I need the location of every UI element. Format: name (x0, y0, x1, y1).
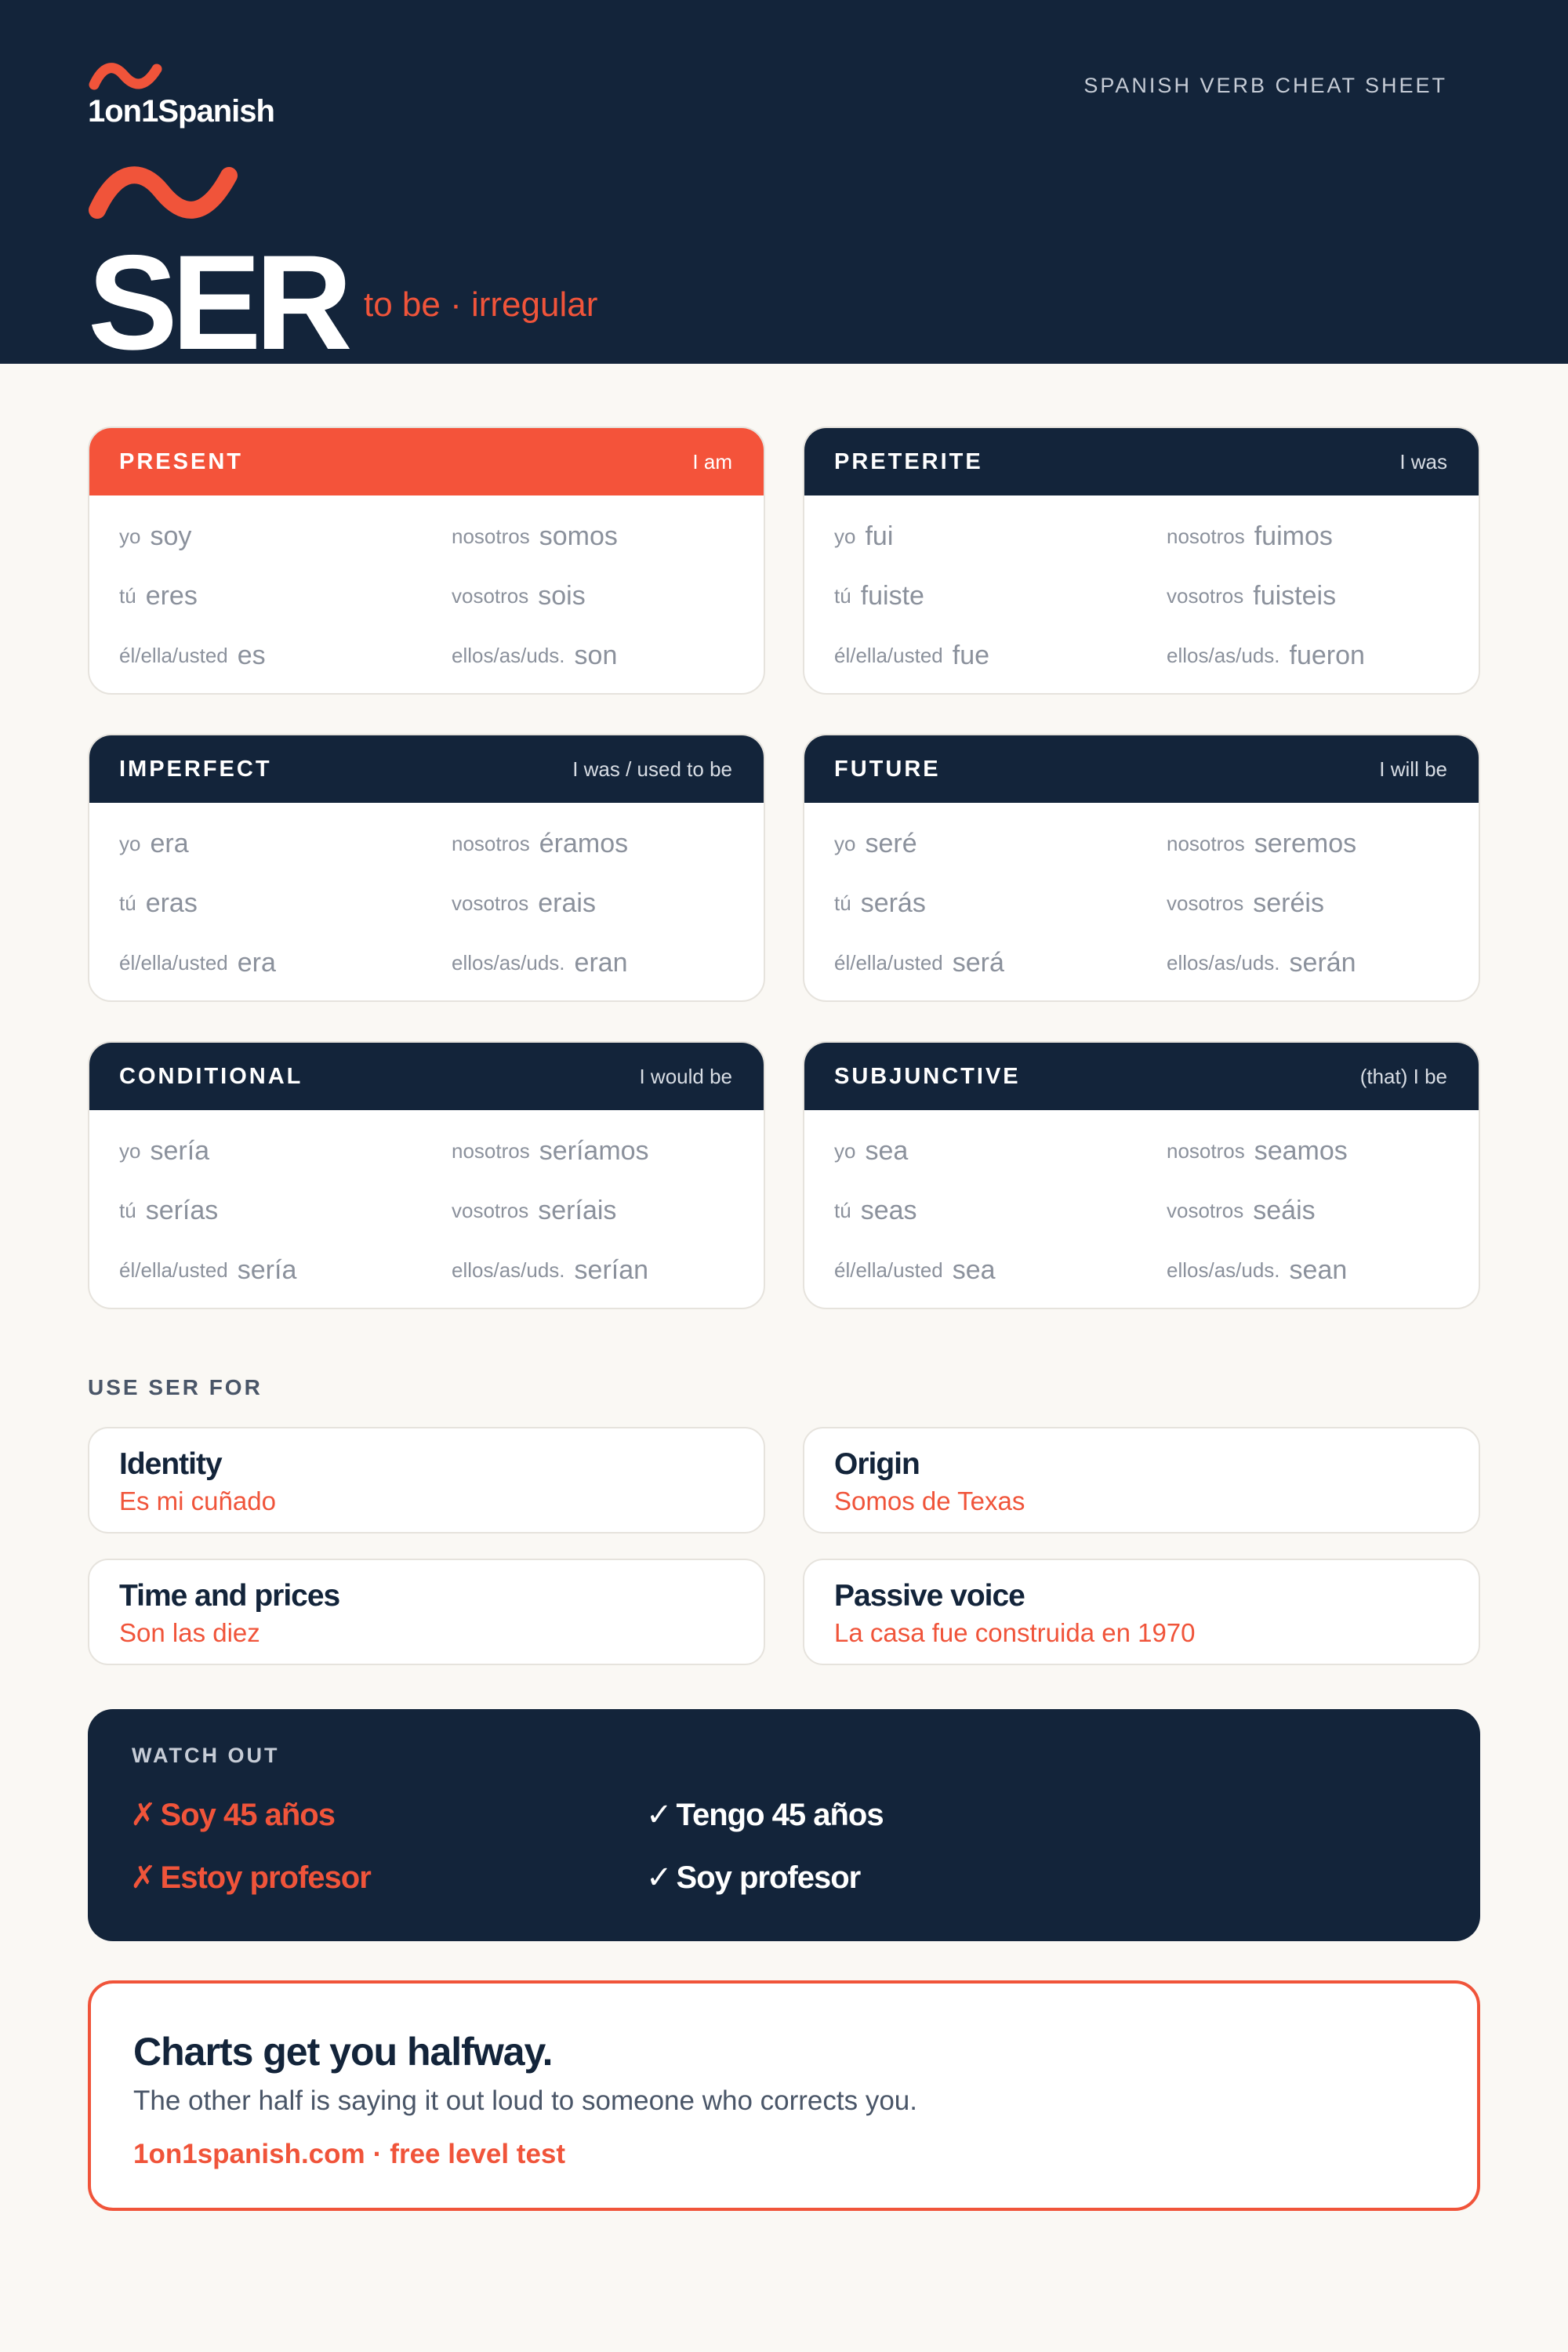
verb-form: seáis (1253, 1195, 1316, 1225)
level-test-link[interactable]: free level test (390, 2139, 566, 2169)
tense-name: IMPERFECT (119, 756, 272, 782)
watch-out-panel (88, 1709, 1480, 1941)
conjugation-cell (834, 566, 1167, 626)
verb-form: seas (860, 1195, 917, 1225)
tense-card-conditional (88, 1041, 765, 1309)
verb-form: fueron (1289, 640, 1365, 670)
conjugation-cell (119, 1240, 452, 1300)
pronoun: ellos/as/uds. (452, 643, 565, 667)
link-separator: · (372, 2139, 383, 2169)
pronoun: tú (834, 891, 851, 915)
wrong-example (130, 1797, 335, 1833)
tense-name: PRETERITE (834, 448, 983, 474)
pronoun: vosotros (452, 891, 529, 915)
conjugation-cell (1167, 1240, 1480, 1300)
right-example-text: Tengo 45 años (676, 1798, 884, 1832)
pronoun: él/ella/usted (834, 1258, 943, 1282)
conjugation-grid (804, 1110, 1479, 1300)
verb-form: son (574, 640, 618, 670)
verb-form: será (952, 947, 1004, 978)
conjugation-cell (452, 1240, 765, 1300)
conjugation-cell (119, 814, 452, 873)
tense-gloss: I was (1399, 449, 1447, 474)
brand-name: 1on1Spanish (88, 94, 274, 129)
cross-icon: ✗ (130, 1798, 156, 1832)
pronoun: yo (119, 1138, 141, 1163)
tense-header (804, 428, 1479, 495)
tense-card-present (88, 426, 765, 695)
verb-form: seremos (1254, 828, 1357, 858)
verb-form: somos (539, 521, 618, 551)
verb-form: seríamos (539, 1135, 649, 1166)
use-title: Identity (119, 1447, 222, 1481)
verb-form: seríais (538, 1195, 617, 1225)
conjugation-cell (452, 506, 765, 566)
pronoun: tú (834, 1198, 851, 1222)
use-title: Passive voice (834, 1579, 1025, 1613)
cta-title: Charts get you halfway. (133, 2030, 553, 2074)
tense-card-imperfect (88, 734, 765, 1002)
conjugation-cell (1167, 933, 1480, 993)
verb-form: seréis (1253, 887, 1324, 918)
wrong-example-text: Soy 45 años (160, 1798, 335, 1832)
verb-form: serán (1289, 947, 1356, 978)
tense-name: SUBJUNCTIVE (834, 1063, 1021, 1089)
conjugation-cell (1167, 1181, 1480, 1240)
verb-form: sería (150, 1135, 210, 1166)
conjugation-cell (452, 626, 765, 685)
verb-form: era (150, 828, 189, 858)
tense-gloss: (that) I be (1359, 1064, 1447, 1088)
conjugation-grid (89, 495, 764, 685)
tense-header (89, 735, 764, 803)
pronoun: ellos/as/uds. (452, 1258, 565, 1282)
conjugation-cell (119, 933, 452, 993)
uses-section-label: USE SER FOR (88, 1375, 263, 1399)
conjugation-cell (1167, 1121, 1480, 1181)
verb-form: sea (865, 1135, 909, 1166)
pronoun: él/ella/usted (119, 950, 228, 975)
verb-form: erais (538, 887, 596, 918)
use-card (88, 1559, 765, 1665)
cta-box (88, 1980, 1480, 2211)
pronoun: él/ella/usted (119, 1258, 228, 1282)
tense-gloss: I was / used to be (572, 757, 732, 781)
conjugation-cell (1167, 506, 1480, 566)
conjugation-cell (119, 626, 452, 685)
tense-gloss: I am (692, 449, 732, 474)
header (0, 0, 1568, 378)
conjugation-cell (119, 506, 452, 566)
tense-header (89, 428, 764, 495)
verb-form: serías (145, 1195, 219, 1225)
pronoun: ellos/as/uds. (1167, 643, 1280, 667)
conjugation-cell (119, 566, 452, 626)
conjugation-cell (452, 814, 765, 873)
conjugation-cell (452, 566, 765, 626)
pronoun: ellos/as/uds. (1167, 950, 1280, 975)
verb-form: sean (1289, 1254, 1348, 1285)
pronoun: él/ella/usted (834, 950, 943, 975)
verb-form: eran (574, 947, 628, 978)
pronoun: yo (834, 831, 856, 855)
verb-title: SER (88, 227, 347, 378)
pronoun: nosotros (452, 524, 530, 548)
conjugation-cell (119, 873, 452, 933)
conjugation-cell (452, 873, 765, 933)
pronoun: él/ella/usted (834, 643, 943, 667)
right-example (646, 1860, 860, 1896)
check-icon: ✓ (646, 1860, 672, 1895)
pronoun: nosotros (1167, 831, 1245, 855)
conjugation-cell (834, 1121, 1167, 1181)
use-title: Origin (834, 1447, 920, 1481)
pronoun: yo (119, 524, 141, 548)
tense-name: PRESENT (119, 448, 243, 474)
tense-name: CONDITIONAL (119, 1063, 303, 1089)
conjugation-cell (834, 873, 1167, 933)
verb-form: sois (538, 580, 586, 611)
tense-name: FUTURE (834, 756, 941, 782)
right-example-text: Soy profesor (676, 1860, 861, 1895)
conjugation-cell (834, 933, 1167, 993)
pronoun: ellos/as/uds. (452, 950, 565, 975)
tense-header (804, 1043, 1479, 1110)
pronoun: tú (119, 583, 136, 608)
pronoun: nosotros (452, 831, 530, 855)
conjugation-cell (1167, 626, 1480, 685)
wave-decoration-icon (86, 162, 240, 224)
conjugation-grid (804, 803, 1479, 993)
right-example (646, 1797, 884, 1833)
use-example: Es mi cuñado (119, 1486, 276, 1515)
cta-text: The other half is saying it out loud to someone who corrects you. (133, 2085, 917, 2116)
use-card (803, 1427, 1480, 1534)
verb-form: seré (865, 828, 917, 858)
conjugation-cell (834, 1240, 1167, 1300)
conjugation-cell (119, 1121, 452, 1181)
pronoun: tú (119, 891, 136, 915)
conjugation-cell (119, 1181, 452, 1240)
conjugation-grid (804, 495, 1479, 685)
conjugation-cell (452, 1121, 765, 1181)
conjugation-cell (834, 626, 1167, 685)
verb-form: era (237, 947, 276, 978)
tense-card-subjunctive (803, 1041, 1480, 1309)
pronoun: yo (119, 831, 141, 855)
use-card (803, 1559, 1480, 1665)
pronoun: nosotros (1167, 1138, 1245, 1163)
verb-form: éramos (539, 828, 629, 858)
pronoun: yo (834, 524, 856, 548)
verb-form: eres (145, 580, 198, 611)
watch-out-label: WATCH OUT (132, 1744, 280, 1767)
pronoun: vosotros (1167, 891, 1244, 915)
tense-card-future (803, 734, 1480, 1002)
conjugation-grid (89, 1110, 764, 1300)
pronoun: vosotros (1167, 583, 1244, 608)
use-example: Son las diez (119, 1618, 260, 1647)
conjugation-cell (452, 933, 765, 993)
pronoun: nosotros (1167, 524, 1245, 548)
verb-form: fuimos (1254, 521, 1333, 551)
cta-links (133, 2139, 565, 2170)
verb-form: seamos (1254, 1135, 1348, 1166)
cross-icon: ✗ (130, 1860, 156, 1895)
use-card (88, 1427, 765, 1534)
pronoun: vosotros (1167, 1198, 1244, 1222)
use-example: Somos de Texas (834, 1486, 1025, 1515)
pronoun: ellos/as/uds. (1167, 1258, 1280, 1282)
use-title: Time and prices (119, 1579, 340, 1613)
conjugation-cell (834, 814, 1167, 873)
verb-form: es (237, 640, 266, 670)
conjugation-cell (1167, 873, 1480, 933)
pronoun: yo (834, 1138, 856, 1163)
pronoun: vosotros (452, 583, 529, 608)
verb-form: fui (865, 521, 894, 551)
use-example: La casa fue construida en 1970 (834, 1618, 1196, 1647)
pronoun: tú (834, 583, 851, 608)
wave-logo-icon (88, 60, 163, 94)
pronoun: nosotros (452, 1138, 530, 1163)
conjugation-cell (834, 506, 1167, 566)
verb-form: serás (860, 887, 926, 918)
check-icon: ✓ (646, 1798, 672, 1832)
tense-card-preterite (803, 426, 1480, 695)
verb-subtitle: to be · irregular (364, 285, 598, 324)
pronoun: tú (119, 1198, 136, 1222)
wrong-example-text: Estoy profesor (160, 1860, 371, 1895)
verb-form: soy (150, 521, 192, 551)
conjugation-grid (89, 803, 764, 993)
verb-form: fuiste (860, 580, 924, 611)
conjugation-cell (452, 1181, 765, 1240)
pronoun: vosotros (452, 1198, 529, 1222)
pronoun: él/ella/usted (119, 643, 228, 667)
conjugation-cell (834, 1181, 1167, 1240)
conjugation-cell (1167, 566, 1480, 626)
tense-gloss: I would be (639, 1064, 732, 1088)
verb-form: fue (952, 640, 990, 670)
website-link[interactable]: 1on1spanish.com (133, 2139, 365, 2169)
wrong-example (130, 1860, 371, 1896)
tense-header (804, 735, 1479, 803)
verb-form: serían (574, 1254, 649, 1285)
verb-form: eras (145, 887, 198, 918)
verb-form: fuisteis (1253, 580, 1337, 611)
sheet-label: SPANISH VERB CHEAT SHEET (1083, 74, 1447, 97)
conjugation-cell (1167, 814, 1480, 873)
verb-form: sea (952, 1254, 996, 1285)
verb-form: sería (237, 1254, 297, 1285)
tense-gloss: I will be (1379, 757, 1447, 781)
tense-header (89, 1043, 764, 1110)
brand-logo[interactable] (88, 60, 274, 129)
